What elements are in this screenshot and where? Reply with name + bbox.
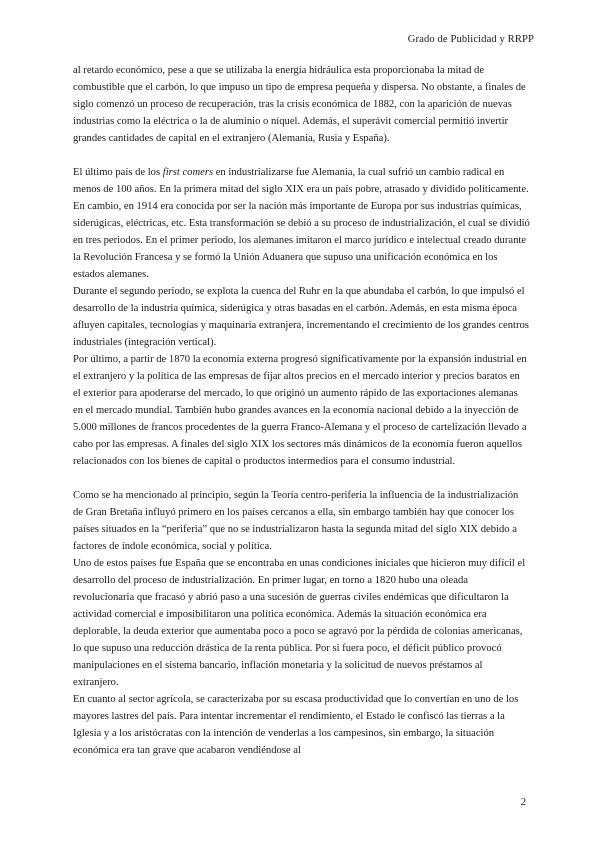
emphasized-term: first comers [162, 167, 214, 178]
page-header: Grado de Publicidad y RRPP [407, 34, 534, 45]
paragraph-third-period: Por último, a partir de 1870 la economía externa progresó significativamente por la expansión industrial en el extranjero y la política de las empresas de fijar altos precios en el mercado interior y precios baratos en el exterior para apoderarse del mercado, lo que originó un aumento rápido de las exportaciones alemanas en el mercado mundial. También hubo grandes avances en la economía nacional debido a la inyección de 5.000 millones de francos procedentes de la guerra Franco-Alemana y el proceso de cartelización llevado a cabo por las empresas. A finales del siglo XIX los sectores más dinámicos de la economía fueron aquellos relacionados con los bienes de capital o productos intermedios para el consumo industrial. [73, 354, 527, 467]
paragraph-periphery-theory: Como se ha mencionado al principio, según la Teoría centro-periferia la influencia de la industrialización de Gran Bretaña influyó primero en los países cercanos a ella, sin embargo también hay que conocer los países situados en la “periferia” que no se industrializaron hasta la segunda mitad del siglo XIX debido a factores de índole económica, social y política. [73, 490, 519, 552]
paragraph-spain-conditions: Uno de estos países fue España que se encontraba en unas condiciones iniciales que hicieron muy difícil el desarrollo del proceso de industrialización. En primer lugar, en torno a 1820 hubo una oleada revolucionaria que fracasó y abrió paso a una sucesión de guerras civiles endémicas que dificultaron la actividad comercial e imposibilitaron una política económica. Además la situación económica era deplorable, la deuda exterior que aumentaba poco a poco se agravó por la pérdida de colonias americanas, lo que supuso una reducción drástica de la renta pública. Por si fuera poco, el déficit público provocó manipulaciones en el sistema bancario, inflación monetaria y la solicitud de nuevos préstamos al extranjero. [73, 558, 526, 688]
document-body [73, 62, 530, 759]
paragraph-second-period: Durante el segundo periodo, se explota la cuenca del Ruhr en la que abundaba el carbón, lo que impulsó el desarrollo de la industria química, siderúgica y otras basadas en el carbón. Además, en esta misma época afluyen capitales, tecnologías y maquinaria extranjera, incrementando el crecimiento de los grandes centros industriales (integración vertical). [73, 286, 529, 348]
paragraph-agricultural-sector: En cuanto al sector agrícola, se caracterizaba por su escasa productividad que lo convertían en uno de los mayores lastres del país. Para intentar incrementar el rendimiento, el Estado le confiscó las tierras a la Iglesia y a los aristócratas con la intención de venderlas a los campesinos, sin embargo, la situación económica era tan grave que acabaron vendiéndose al [73, 694, 519, 756]
paragraph-germany-intro [73, 164, 530, 283]
paragraph-text: El último país de los [73, 167, 163, 178]
paragraph-text: en industrializarse fue Alemania, la cual sufrió un cambio radical en menos de 100 años. En la primera mitad del siglo XIX era un país pobre, atrasado y dividido políticamente. En cambio, en 1914 era conocida por ser la nación más importante de Europa por sus industrias químicas, siderúgicas, eléctricas, etc. Esta transformación se debió a su proceso de industrialización, el cual se dividió en tres periodos. En el primer periodo, los alemanes imitaron el marco jurídico e intelectual creado durante la Revolución Francesa y se formó la Unión Aduanera que supuso una unificación económica en los estados alemanes. [73, 167, 530, 280]
paragraph-france-continuation: al retardo económico, pese a que se utilizaba la energía hidráulica esta proporcionaba la mitad de combustible que el carbón, lo que impuso un tipo de empresa pequeña y dispersa. No obstante, a finales de siglo comenzó un proceso de recuperación, tras la crisis económica de 1882, con la aparición de nuevas industrias como la eléctrica o la de aluminio o níquel. Además, el superávit comercial permitió invertir grandes cantidades de capital en el extranjero (Alemania, Rusia y España). [73, 65, 526, 144]
page-number: 2 [520, 797, 526, 808]
